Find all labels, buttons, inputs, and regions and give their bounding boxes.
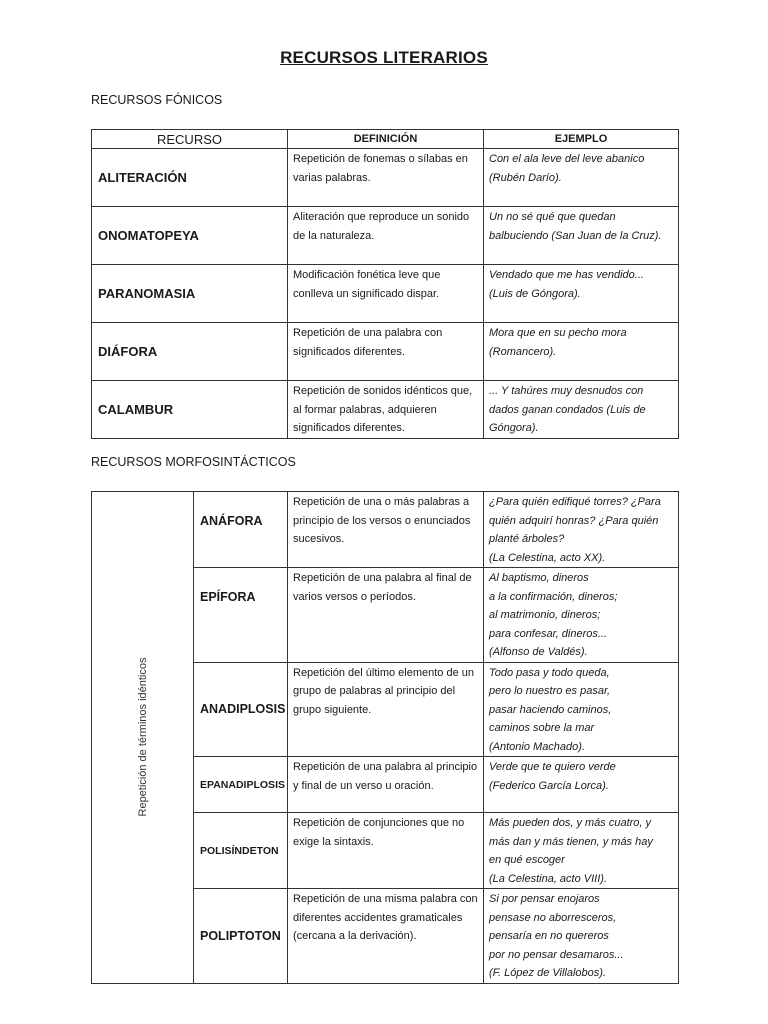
example-line: (Rubén Darío). [489, 171, 562, 184]
example-line: pensase no aborresceros, [489, 911, 617, 924]
resource-name: POLISÍNDETON [194, 813, 288, 889]
table-row [92, 381, 679, 439]
resource-name: ANADIPLOSIS [194, 662, 288, 757]
page-title: RECURSOS LITERARIOS [280, 48, 488, 67]
example-line: Verde que te quiero verde [489, 761, 616, 773]
table-row [92, 149, 679, 207]
example-line: pasar haciendo caminos, [489, 703, 612, 716]
example-line: caminos sobre la mar [489, 722, 595, 734]
resource-example [484, 149, 679, 207]
resource-example [484, 889, 679, 984]
resource-example [484, 813, 679, 889]
example-line: dados ganan condados (Luis de [489, 403, 646, 416]
group-label-cell [92, 492, 194, 984]
resource-definition: Repetición de una o más palabras a principio de los versos o enunciados sucesivos. [288, 492, 484, 568]
example-line: Todo pasa y todo queda, [489, 666, 610, 679]
table-row [92, 207, 679, 265]
header-ejemplo: EJEMPLO [484, 130, 679, 149]
example-line: en qué escoger [489, 854, 565, 866]
table-row [92, 492, 679, 568]
resource-name: ONOMATOPEYA [92, 207, 288, 265]
example-line: pero lo nuestro es pasar, [489, 685, 611, 697]
example-line: (Romancero). [489, 345, 557, 358]
resource-name: EPÍFORA [194, 568, 288, 663]
example-line: por no pensar desamaros... [489, 948, 624, 961]
resource-name: CALAMBUR [92, 381, 288, 439]
example-line: Un no sé qué que quedan [489, 211, 616, 223]
section-title-morfosintacticos: RECURSOS MORFOSINTÁCTICOS [91, 455, 296, 469]
resource-definition: Aliteración que reproduce un sonido de la naturaleza. [288, 207, 484, 265]
example-line: (La Celestina, acto VIII). [489, 872, 607, 885]
example-line: (Federico García Lorca). [489, 779, 609, 792]
header-recurso: RECURSO [92, 130, 288, 149]
resource-definition: Repetición del último elemento de un grupo de palabras al principio del grupo siguiente. [288, 662, 484, 757]
resource-definition: Repetición de una misma palabra con diferentes accidentes gramaticales (cercana a la derivación). [288, 889, 484, 984]
example-line: (Luis de Góngora). [489, 287, 581, 300]
resource-example [484, 568, 679, 663]
resource-name: DIÁFORA [92, 323, 288, 381]
example-line: (Alfonso de Valdés). [489, 646, 588, 658]
example-line: (Antonio Machado). [489, 740, 585, 753]
resource-example [484, 265, 679, 323]
morphosyntactic-resources-table [91, 491, 679, 984]
example-line: quién adquirí honras? ¿Para quién [489, 514, 659, 527]
resource-name: EPANADIPLOSIS [194, 757, 288, 813]
resource-definition: Repetición de una palabra con significados diferentes. [288, 323, 484, 381]
resource-example [484, 323, 679, 381]
resource-definition: Repetición de conjunciones que no exige la sintaxis. [288, 813, 484, 889]
fonic-resources-table [91, 129, 679, 439]
resource-example [484, 207, 679, 265]
example-line: planté árboles? [489, 533, 565, 545]
example-line: (F. López de Villalobos). [489, 967, 606, 979]
example-line: Al baptismo, dineros [489, 572, 589, 584]
resource-example [484, 492, 679, 568]
table-row [92, 265, 679, 323]
example-line: Góngora). [489, 422, 539, 434]
example-line: balbuciendo (San Juan de la Cruz). [489, 229, 662, 242]
example-line: Más pueden dos, y más cuatro, y [489, 817, 652, 829]
example-line: más dan y más tienen, y más hay [489, 835, 653, 848]
example-line: al matrimonio, dineros; [489, 609, 601, 621]
example-line: Mora que en su pecho mora [489, 327, 627, 339]
example-line: Si por pensar enojaros [489, 893, 600, 905]
resource-definition: Modificación fonética leve que conlleva un significado dispar. [288, 265, 484, 323]
example-line: ¿Para quién edifiqué torres? ¿Para [489, 496, 661, 508]
resource-name: ANÁFORA [194, 492, 288, 568]
resource-definition: Repetición de una palabra al principio y final de un verso u oración. [288, 757, 484, 813]
table-header-row [92, 130, 679, 149]
example-line: Vendado que me has vendido... [489, 269, 644, 281]
group-label: Repetición de términos idénticos [136, 657, 149, 817]
example-line: ... Y tahúres muy desnudos con [489, 385, 644, 397]
example-line: para confesar, dineros... [489, 627, 608, 640]
resource-definition: Repetición de una palabra al final de varios versos o períodos. [288, 568, 484, 663]
example-line: pensaría en no quereros [489, 930, 609, 942]
example-line: (La Celestina, acto XX). [489, 551, 606, 564]
example-line: a la confirmación, dineros; [489, 590, 618, 603]
resource-example [484, 381, 679, 439]
resource-name: ALITERACIÓN [92, 149, 288, 207]
section-title-fonicos: RECURSOS FÓNICOS [91, 93, 223, 107]
resource-example [484, 662, 679, 757]
resource-name: PARANOMASIA [92, 265, 288, 323]
example-line: Con el ala leve del leve abanico [489, 153, 645, 165]
resource-name: POLIPTOTON [194, 889, 288, 984]
header-definicion: DEFINICIÓN [288, 130, 484, 149]
resource-definition: Repetición de sonidos idénticos que, al formar palabras, adquieren significados diferentes. [288, 381, 484, 439]
table-row [92, 323, 679, 381]
resource-example [484, 757, 679, 813]
resource-definition: Repetición de fonemas o sílabas en varias palabras. [288, 149, 484, 207]
